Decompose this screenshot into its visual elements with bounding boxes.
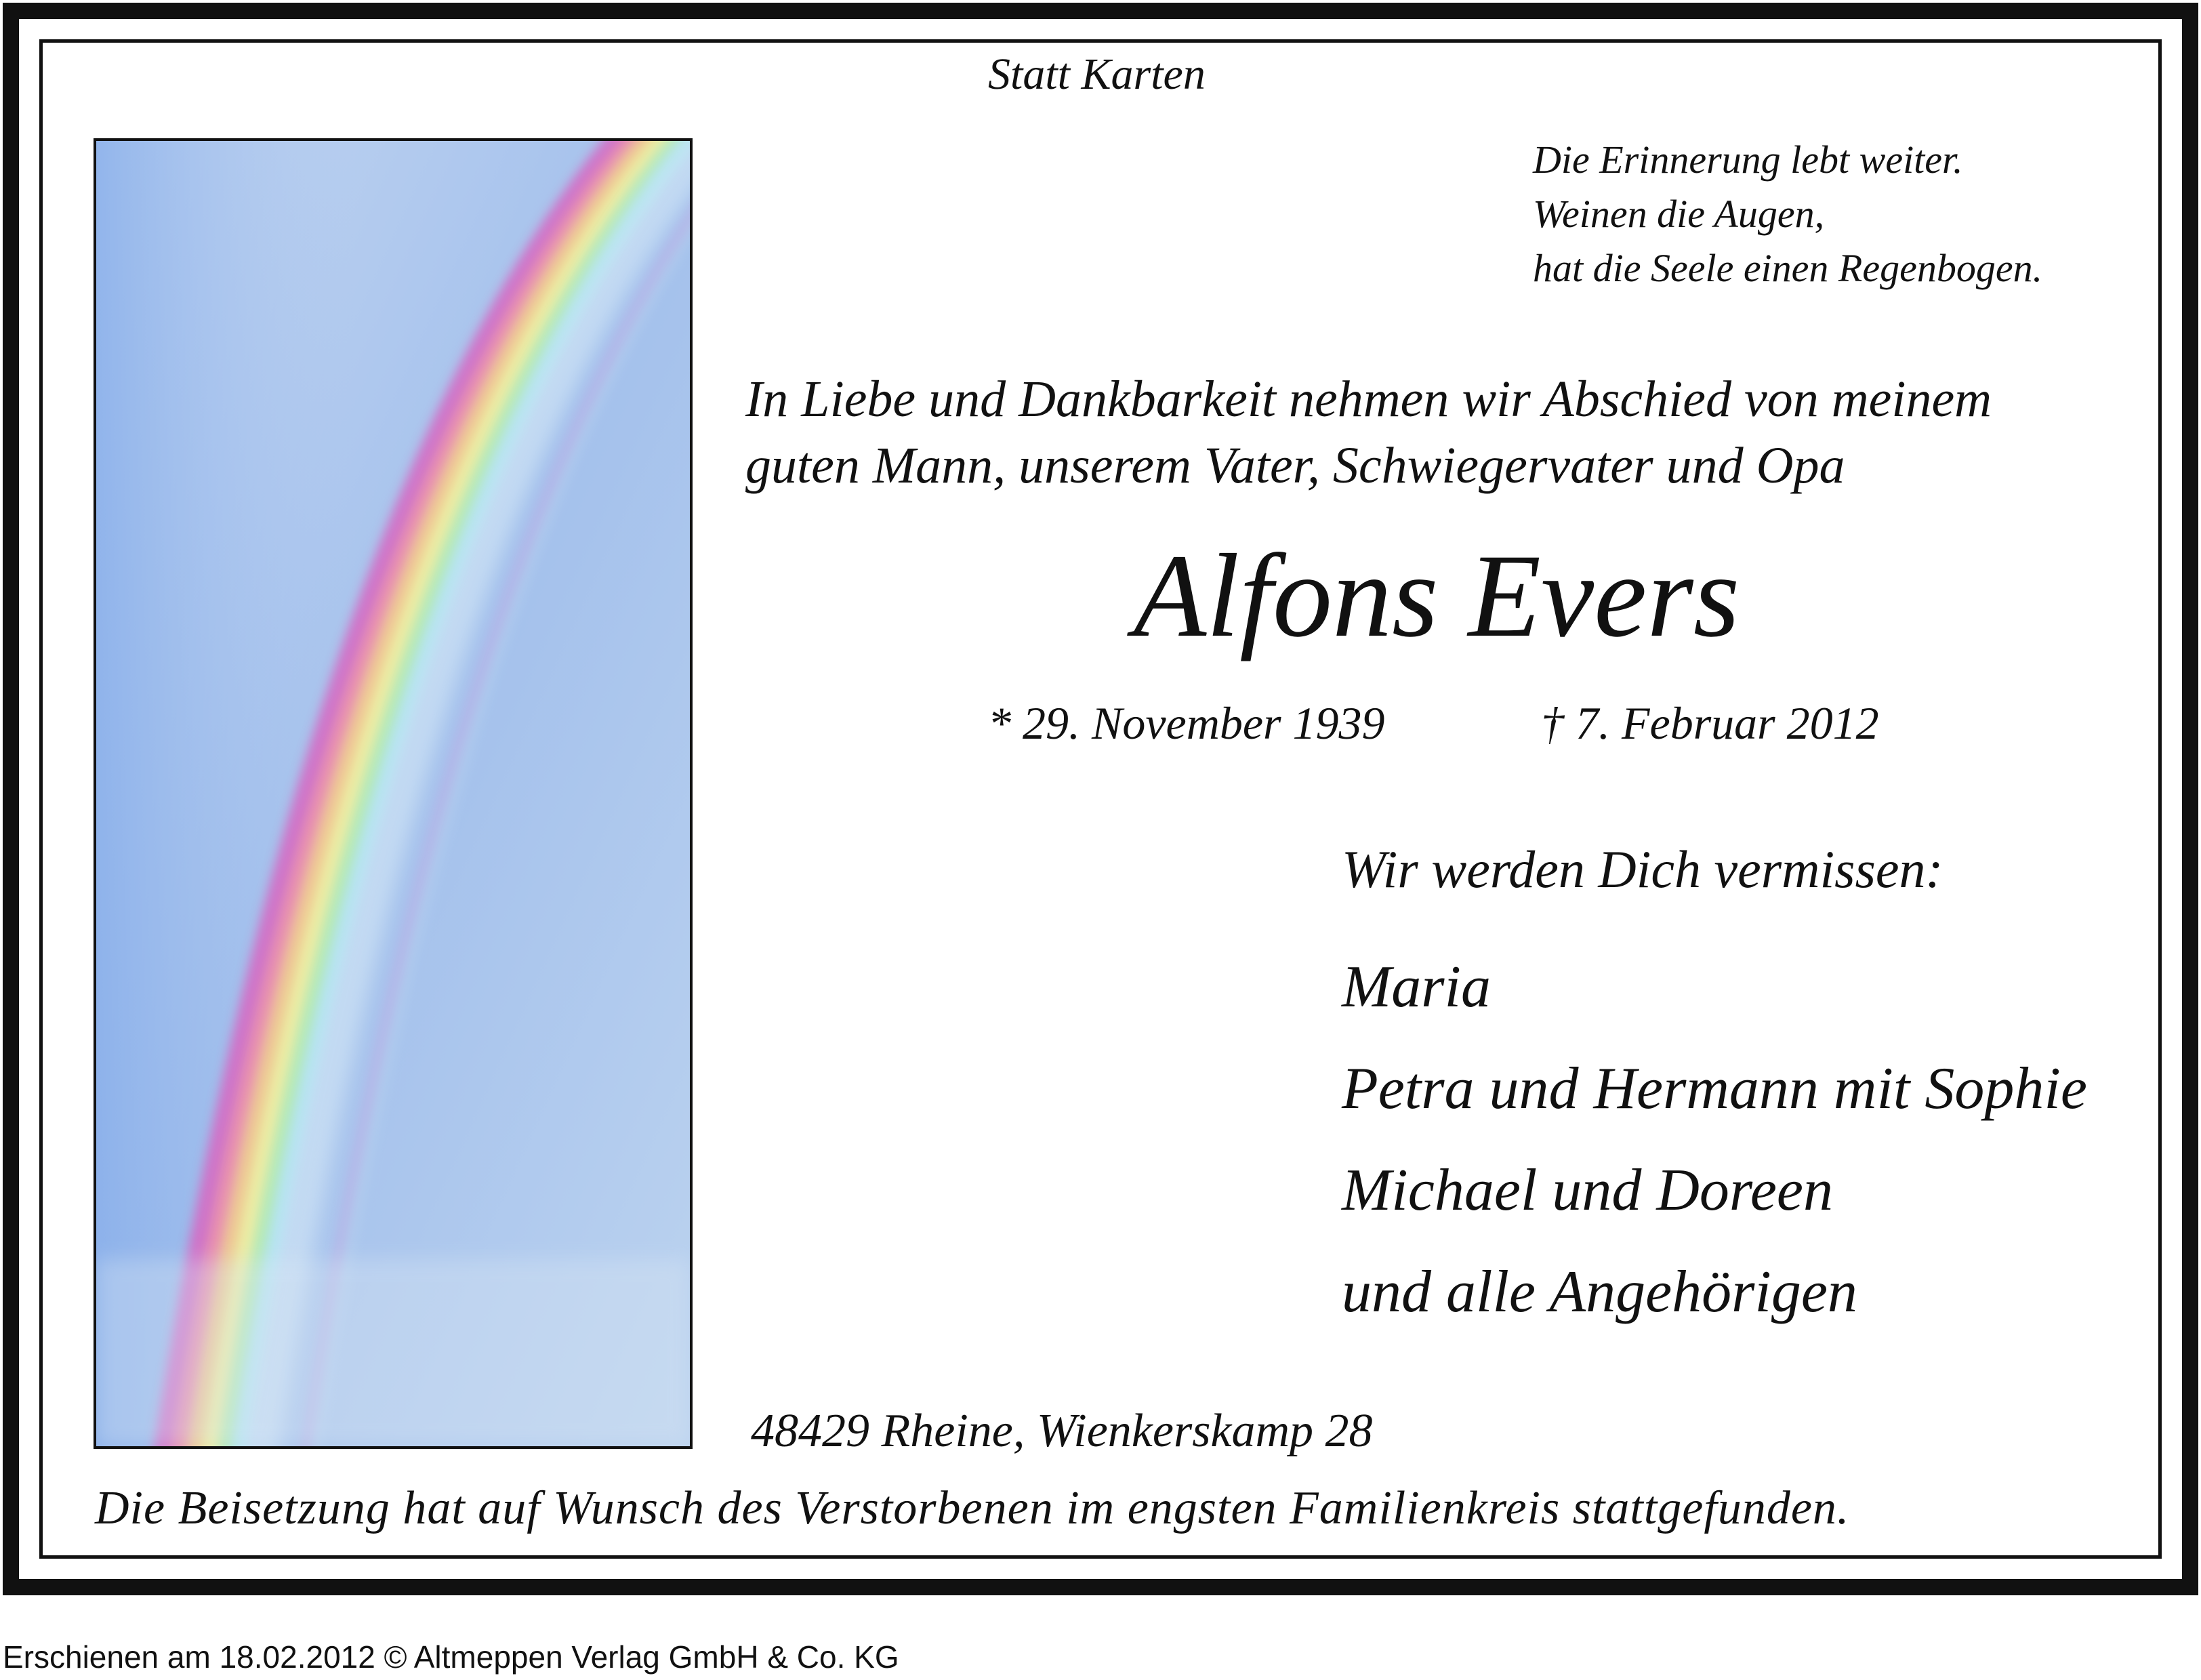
- quote-line: Die Erinnerung lebt weiter.: [1533, 138, 1963, 182]
- death-date: † 7. Februar 2012: [1541, 697, 1879, 749]
- address: 48429 Rheine, Wienkerskamp 28: [751, 1405, 1373, 1457]
- memorial-quote: [1533, 133, 2042, 295]
- mourner-entry: und alle Angehörigen: [1342, 1259, 1857, 1325]
- rainbow-image: [96, 141, 690, 1446]
- burial-note: Die Beisetzung hat auf Wunsch des Verstorbenen im engsten Familienkreis stattgefunden.: [95, 1482, 1850, 1534]
- mourner-entry: Michael und Doreen: [1342, 1157, 1833, 1223]
- mourner-entry: Maria: [1342, 954, 1491, 1020]
- rainbow-photo: [94, 138, 693, 1449]
- birth-date: * 29. November 1939: [988, 697, 1385, 749]
- quote-line: Weinen die Augen,: [1533, 192, 1825, 236]
- mourners-list: [1342, 937, 2087, 1343]
- farewell-intro: [745, 366, 1992, 499]
- quote-line: hat die Seele einen Regenbogen.: [1533, 246, 2043, 290]
- intro-line: In Liebe und Dankbarkeit nehmen wir Abschied von meinem: [745, 371, 1992, 428]
- publication-footer: Erschienen am 18.02.2012 © Altmeppen Verlag GmbH & Co. KG: [3, 1639, 899, 1675]
- deceased-name: Alfons Evers: [1133, 530, 1740, 662]
- mourners-heading: Wir werden Dich vermissen:: [1342, 840, 1943, 899]
- intro-line: guten Mann, unserem Vater, Schwiegervater und Opa: [745, 437, 1845, 494]
- header-note: Statt Karten: [988, 49, 1206, 99]
- mourner-entry: Petra und Hermann mit Sophie: [1342, 1056, 2087, 1122]
